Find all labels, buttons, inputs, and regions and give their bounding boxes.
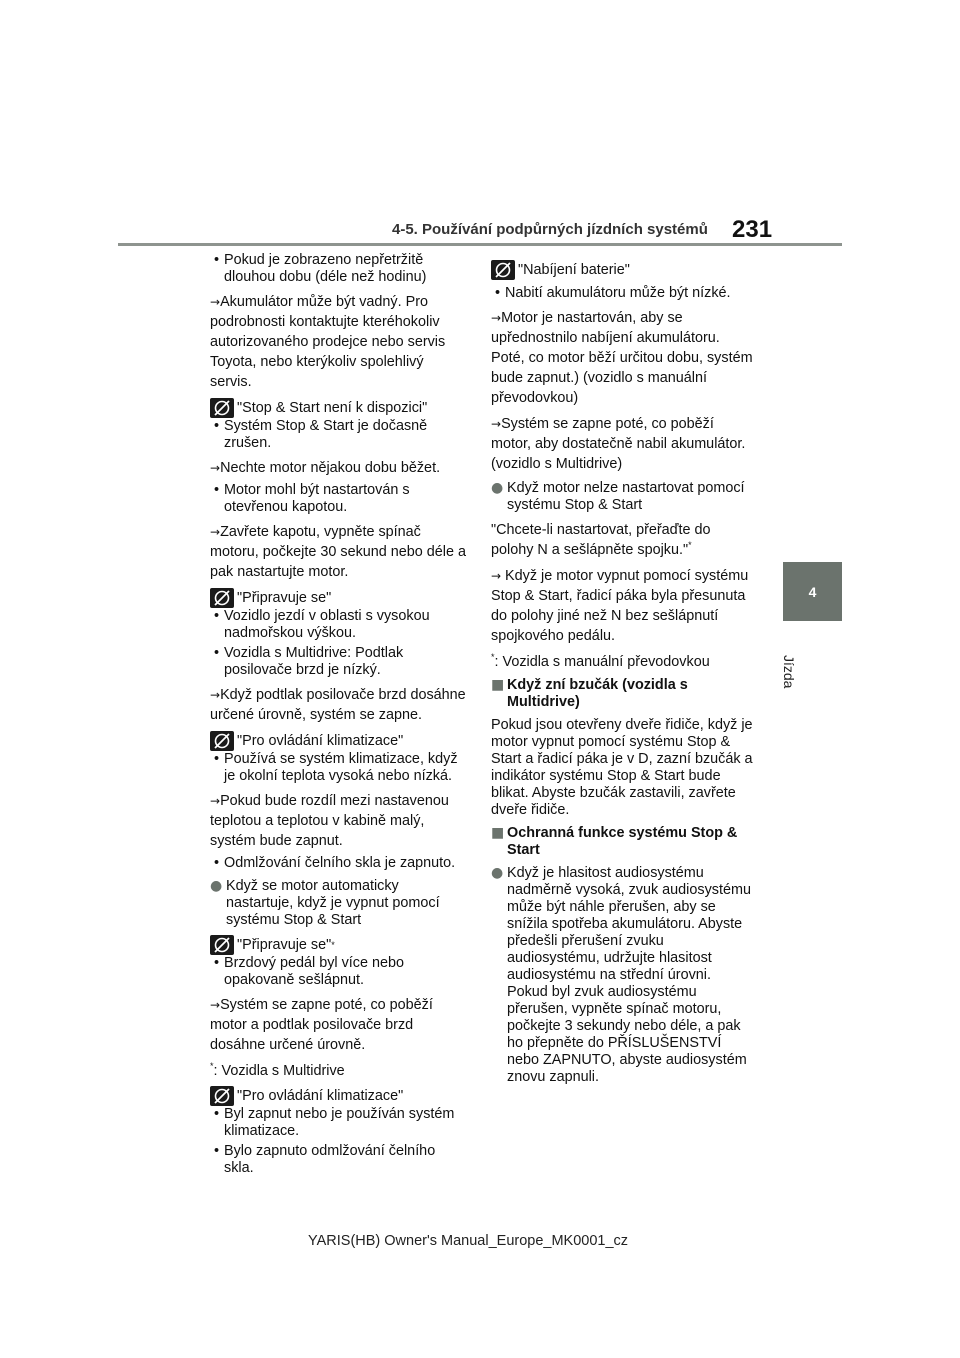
action-text: →Nechte motor nějakou dobu běžet.: [210, 460, 441, 476]
square-bullet-icon: ■: [491, 825, 505, 841]
list-item: • Systém Stop & Start je dočasně zrušen.: [214, 418, 428, 451]
page-number: 231: [732, 216, 773, 243]
section-item: ● Když motor nelze nastartovat pomocí systému Stop & Start: [491, 480, 745, 513]
list-item: • Nabití akumulátoru může být nízké.: [495, 285, 731, 301]
action-text: → Když je motor vypnut pomocí systému Stop & Start, řadicí páka byla přesunuta do polohy jiné než N bez sešlápnutí spojkového pedálu.: [491, 568, 749, 644]
stop-start-indicator-icon: [210, 588, 234, 608]
action-text: →Akumulátor může být vadný. Pro podrobnosti kontaktujte kteréhokoliv autorizovaného prodejce nebo servis Toyota, nebo kterýkoliv spolehlivý servis.: [210, 294, 446, 390]
action-text: →Systém se zapne poté, co poběží motor, aby dostatečně nabil akumulátor. (vozidlo s Multidrive): [491, 416, 746, 472]
footnote: *: Vozidla s manuální převodovkou: [491, 652, 710, 670]
list-item: • Pokud je zobrazeno nepřetržitě dlouhou dobu (déle než hodinu): [214, 252, 427, 285]
section-item: ● Když se motor automaticky nastartuje, když je vypnut pomocí systému Stop & Start: [210, 878, 440, 928]
stop-start-indicator-icon: [210, 935, 234, 955]
message-row: "Pro ovládání klimatizace": [210, 731, 468, 751]
list-item: • Brzdový pedál byl více nebo opakovaně sešlápnut.: [214, 955, 404, 988]
left-column: [210, 252, 468, 1180]
action-text: →Pokud bude rozdíl mezi nastavenou teplotou a teplotou v kabině malý, systém bude zapnut.: [210, 793, 449, 849]
message-row: "Připravuje se" *: [210, 935, 468, 955]
action-text: →Motor je nastartován, aby se upřednostnilo nabíjení akumulátoru. Poté, co motor běží určitou dobu, systém bude zapnut.) (vozidlo s manuální převodovkou): [491, 310, 753, 406]
message-row: "Nabíjení baterie": [491, 260, 753, 280]
section-title: 4-5. Používání podpůrných jízdních systémů: [392, 221, 708, 238]
list-item: • Vozidlo jezdí v oblasti s vysokou nadmořskou výškou.: [214, 608, 430, 641]
stop-start-indicator-icon: [210, 731, 234, 751]
action-text: →Zavřete kapotu, vypněte spínač motoru, počkejte 30 sekund nebo déle a pak nastartujte motor.: [210, 524, 467, 580]
chapter-label: Jízda: [781, 655, 797, 689]
footnote: *: Vozidla s Multidrive: [210, 1061, 345, 1079]
list-item: • Motor mohl být nastartován s otevřenou kapotou.: [214, 482, 410, 515]
circle-bullet-icon: ●: [491, 480, 504, 496]
list-item: • Odmlžování čelního skla je zapnuto.: [214, 855, 456, 871]
chapter-tab[interactable]: 4: [783, 562, 842, 621]
stop-start-indicator-icon: [491, 260, 515, 280]
list-item: • Bylo zapnuto odmlžování čelního skla.: [214, 1143, 436, 1176]
list-item: • Byl zapnut nebo je používán systém klimatizace.: [214, 1106, 455, 1139]
stop-start-indicator-icon: [210, 398, 234, 418]
action-text: →Když podtlak posilovače brzd dosáhne určené úrovně, systém se zapne.: [210, 687, 466, 723]
list-item: • Vozidla s Multidrive: Podtlak posilovače brzd je nízký.: [214, 645, 404, 678]
list-item: • Používá se systém klimatizace, když je okolní teplota vysoká nebo nízká.: [214, 751, 458, 784]
message-row: "Připravuje se": [210, 588, 468, 608]
stop-start-indicator-icon: [210, 1086, 234, 1106]
square-bullet-icon: ■: [491, 677, 505, 693]
message-row: "Stop & Start není k dispozici": [210, 398, 468, 418]
subsection-heading: ■ Ochranná funkce systému Stop & Start: [491, 825, 738, 858]
prompt-text: "Chcete-li nastartovat, přeřaďte do polohy N a sešlápněte spojku."*: [491, 522, 711, 558]
action-text: →Systém se zapne poté, co poběží motor a podtlak posilovače brzd dosáhne určené úrovně.: [210, 997, 433, 1053]
header-divider: [118, 243, 842, 246]
circle-bullet-icon: ●: [210, 878, 223, 894]
subsection-heading: ■ Když zní bzučák (vozidla s Multidrive): [491, 677, 688, 710]
message-row: "Pro ovládání klimatizace": [210, 1086, 468, 1106]
footer-text: YARIS(HB) Owner's Manual_Europe_MK0001_cz: [308, 1233, 629, 1249]
right-column: [491, 252, 753, 1089]
section-item: ● Když je hlasitost audiosystému nadměrně vysoká, zvuk audiosystému může být náhle přerušen, aby se snížila spotřeba akumulátoru. Abyste předešli přerušení zvuku audiosystému, udržujte hlasitost audiosystému na střední úrovni. Pokud byl zvuk audiosystému přerušen, vypněte spínač motoru, počkejte 3 sekundy nebo déle, a pak ho přepněte do PŘÍSLUŠENSTVÍ nebo ZAPNUTO, abyste audiosystém znovu zapnuli.: [491, 865, 751, 1085]
circle-bullet-icon: ●: [491, 865, 504, 881]
paragraph: Pokud jsou otevřeny dveře řidiče, když je motor vypnut pomocí systému Stop & Start a řadicí páka je v D, zazní bzučák a indikátor systému Stop & Start bude blikat. Abyste bzučák zastavili, zavřete dveře řidiče.: [491, 717, 753, 818]
